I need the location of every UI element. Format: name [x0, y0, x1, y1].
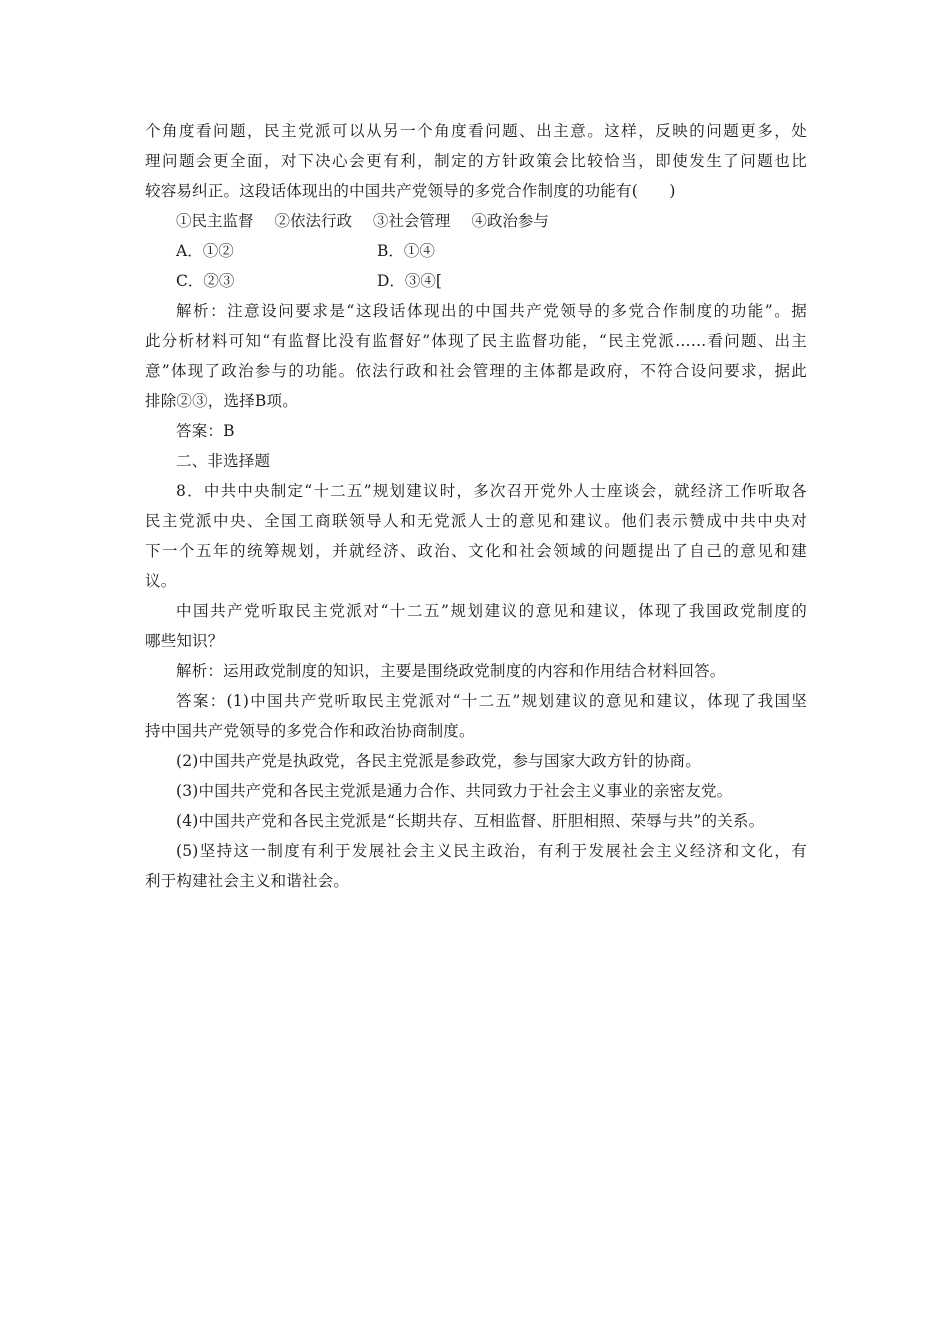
text-line: 哪些知识？ [145, 632, 224, 650]
question-8-analysis: 解析：运用政党制度的知识，主要是围绕政党制度的内容和作用结合材料回答。 [176, 662, 726, 680]
statement-1: ①民主监督 [176, 212, 254, 230]
answer-line: (3)中国共产党和各民主党派是通力合作、共同致力于社会主义事业的亲密友党。 [176, 782, 733, 800]
question-8-answer [145, 686, 807, 896]
option-b: B．①④ [377, 242, 435, 260]
document-page [145, 116, 807, 896]
text-line: 民主党派中央、全国工商联领导人和无党派人士的意见和建议。他们表示赞成中共中央对 [145, 512, 807, 530]
statement-2: ②依法行政 [274, 212, 352, 230]
question-8-material [145, 476, 807, 596]
option-row [145, 266, 807, 296]
question-7-analysis [145, 296, 807, 416]
answer-line: 持中国共产党领导的多党合作和政治协商制度。 [145, 722, 475, 740]
option-a: A．①② [176, 242, 234, 260]
text-line: 议。 [145, 572, 177, 590]
question-7-statements [145, 206, 807, 236]
answer-line: 利于构建社会主义和谐社会。 [145, 872, 350, 890]
text-line: 理问题会更全面，对下决心会更有利，制定的方针政策会比较恰当，即使发生了问题也比 [145, 152, 807, 170]
answer-line: (5)坚持这一制度有利于发展社会主义民主政治，有利于发展社会主义经济和文化，有 [176, 842, 807, 860]
answer-line: (2)中国共产党是执政党，各民主党派是参政党，参与国家大政方针的协商。 [176, 752, 701, 770]
answer-line: 答案：(1)中国共产党听取民主党派对“十二五”规划建议的意见和建议，体现了我国坚 [176, 692, 807, 710]
text-line: 中国共产党听取民主党派对“十二五”规划建议的意见和建议，体现了我国政党制度的 [176, 602, 807, 620]
text-line: 解析：注意设问要求是“这段话体现出的中国共产党领导的多党合作制度的功能”。据 [176, 302, 807, 320]
text-line: 意”体现了政治参与的功能。依法行政和社会管理的主体都是政府，不符合设问要求，据此 [145, 362, 807, 380]
text-line: 下一个五年的统筹规划，并就经济、政治、文化和社会领域的问题提出了自己的意见和建 [145, 542, 807, 560]
option-c: C．②③ [176, 272, 235, 290]
question-7-answer: 答案：B [176, 422, 235, 440]
text-line: 8．中共中央制定“十二五”规划建议时，多次召开党外人士座谈会，就经济工作听取各 [176, 482, 807, 500]
text-line: 此分析材料可知“有监督比没有监督好”体现了民主监督功能，“民主党派……看问题、出主 [145, 332, 807, 350]
option-row [145, 236, 807, 266]
option-d: D．③④[ [377, 272, 442, 290]
section-heading: 二、非选择题 [176, 452, 271, 470]
statement-3: ③社会管理 [372, 212, 451, 230]
question-7-stem [145, 116, 807, 206]
question-8-prompt [145, 596, 807, 656]
answer-line: (4)中国共产党和各民主党派是“长期共存、互相监督、肝胆相照、荣辱与共”的关系。 [176, 812, 765, 830]
text-line: 排除②③，选择B项。 [145, 392, 298, 410]
statement-4: ④政治参与 [471, 212, 549, 230]
text-line: 个角度看问题，民主党派可以从另一个角度看问题、出主意。这样，反映的问题更多，处 [145, 122, 807, 140]
text-line: 较容易纠正。这段话体现出的中国共产党领导的多党合作制度的功能有( ) [145, 182, 676, 200]
